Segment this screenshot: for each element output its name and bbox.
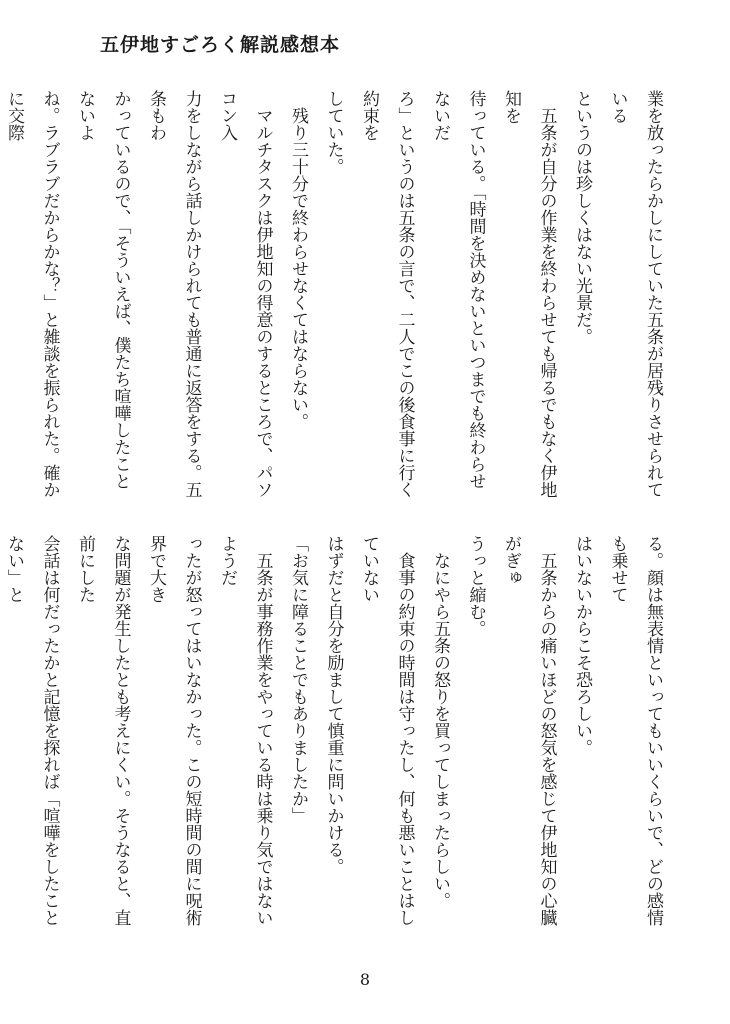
page-number: 8 bbox=[359, 970, 371, 989]
body-text-lower: る。顔は無表情といってもいいくらいで、どの感情も乗せて はいないからこそ恐ろしい。 五条からの痛いほどの怒気を感じて伊地知の心臓がぎゅ うっと縮む。 なにやら五条の怒りを買ってしまったらしい。 食事の約束の時間は守ったし、何も悪いことはしていない はずだと自分を励まして慎重に問いかける。 「お気に障ることでもありましたか」 五条が事務作業をやっている時は乗り気ではないようだ ったが怒ってはいなかった。この短時間の間に呪術界で大き な問題が発生したとも考えにくい。そうなると、直前にした 会話は何だったかと記憶を探れば「喧嘩をしたことない」と bbox=[4, 535, 663, 926]
page-title: 五伊地すごろく解説感想本 bbox=[100, 34, 341, 56]
body-text-upper: 業を放ったらかしにしていた五条が居残りさせられている というのは珍しくはない光景だ。 五条が自分の作業を終わらせても帰るでもなく伊地知を 待っている。「時間を決めないといつまでも終わらせないだ ろ」というのは五条の言で、二人でこの後食事に行く約束を していた。 残り三十分で終わらせなくてはならない。 マルチタスクは伊地知の得意のするところで、パソコン入 力をしながら話しかけられても普通に返答をする。五条もわ かっているので、「そういえば、僕たち喧嘩したことないよ ね。ラブラブだからかな？」と雑談を振られた。確かに交際 bbox=[4, 90, 663, 498]
